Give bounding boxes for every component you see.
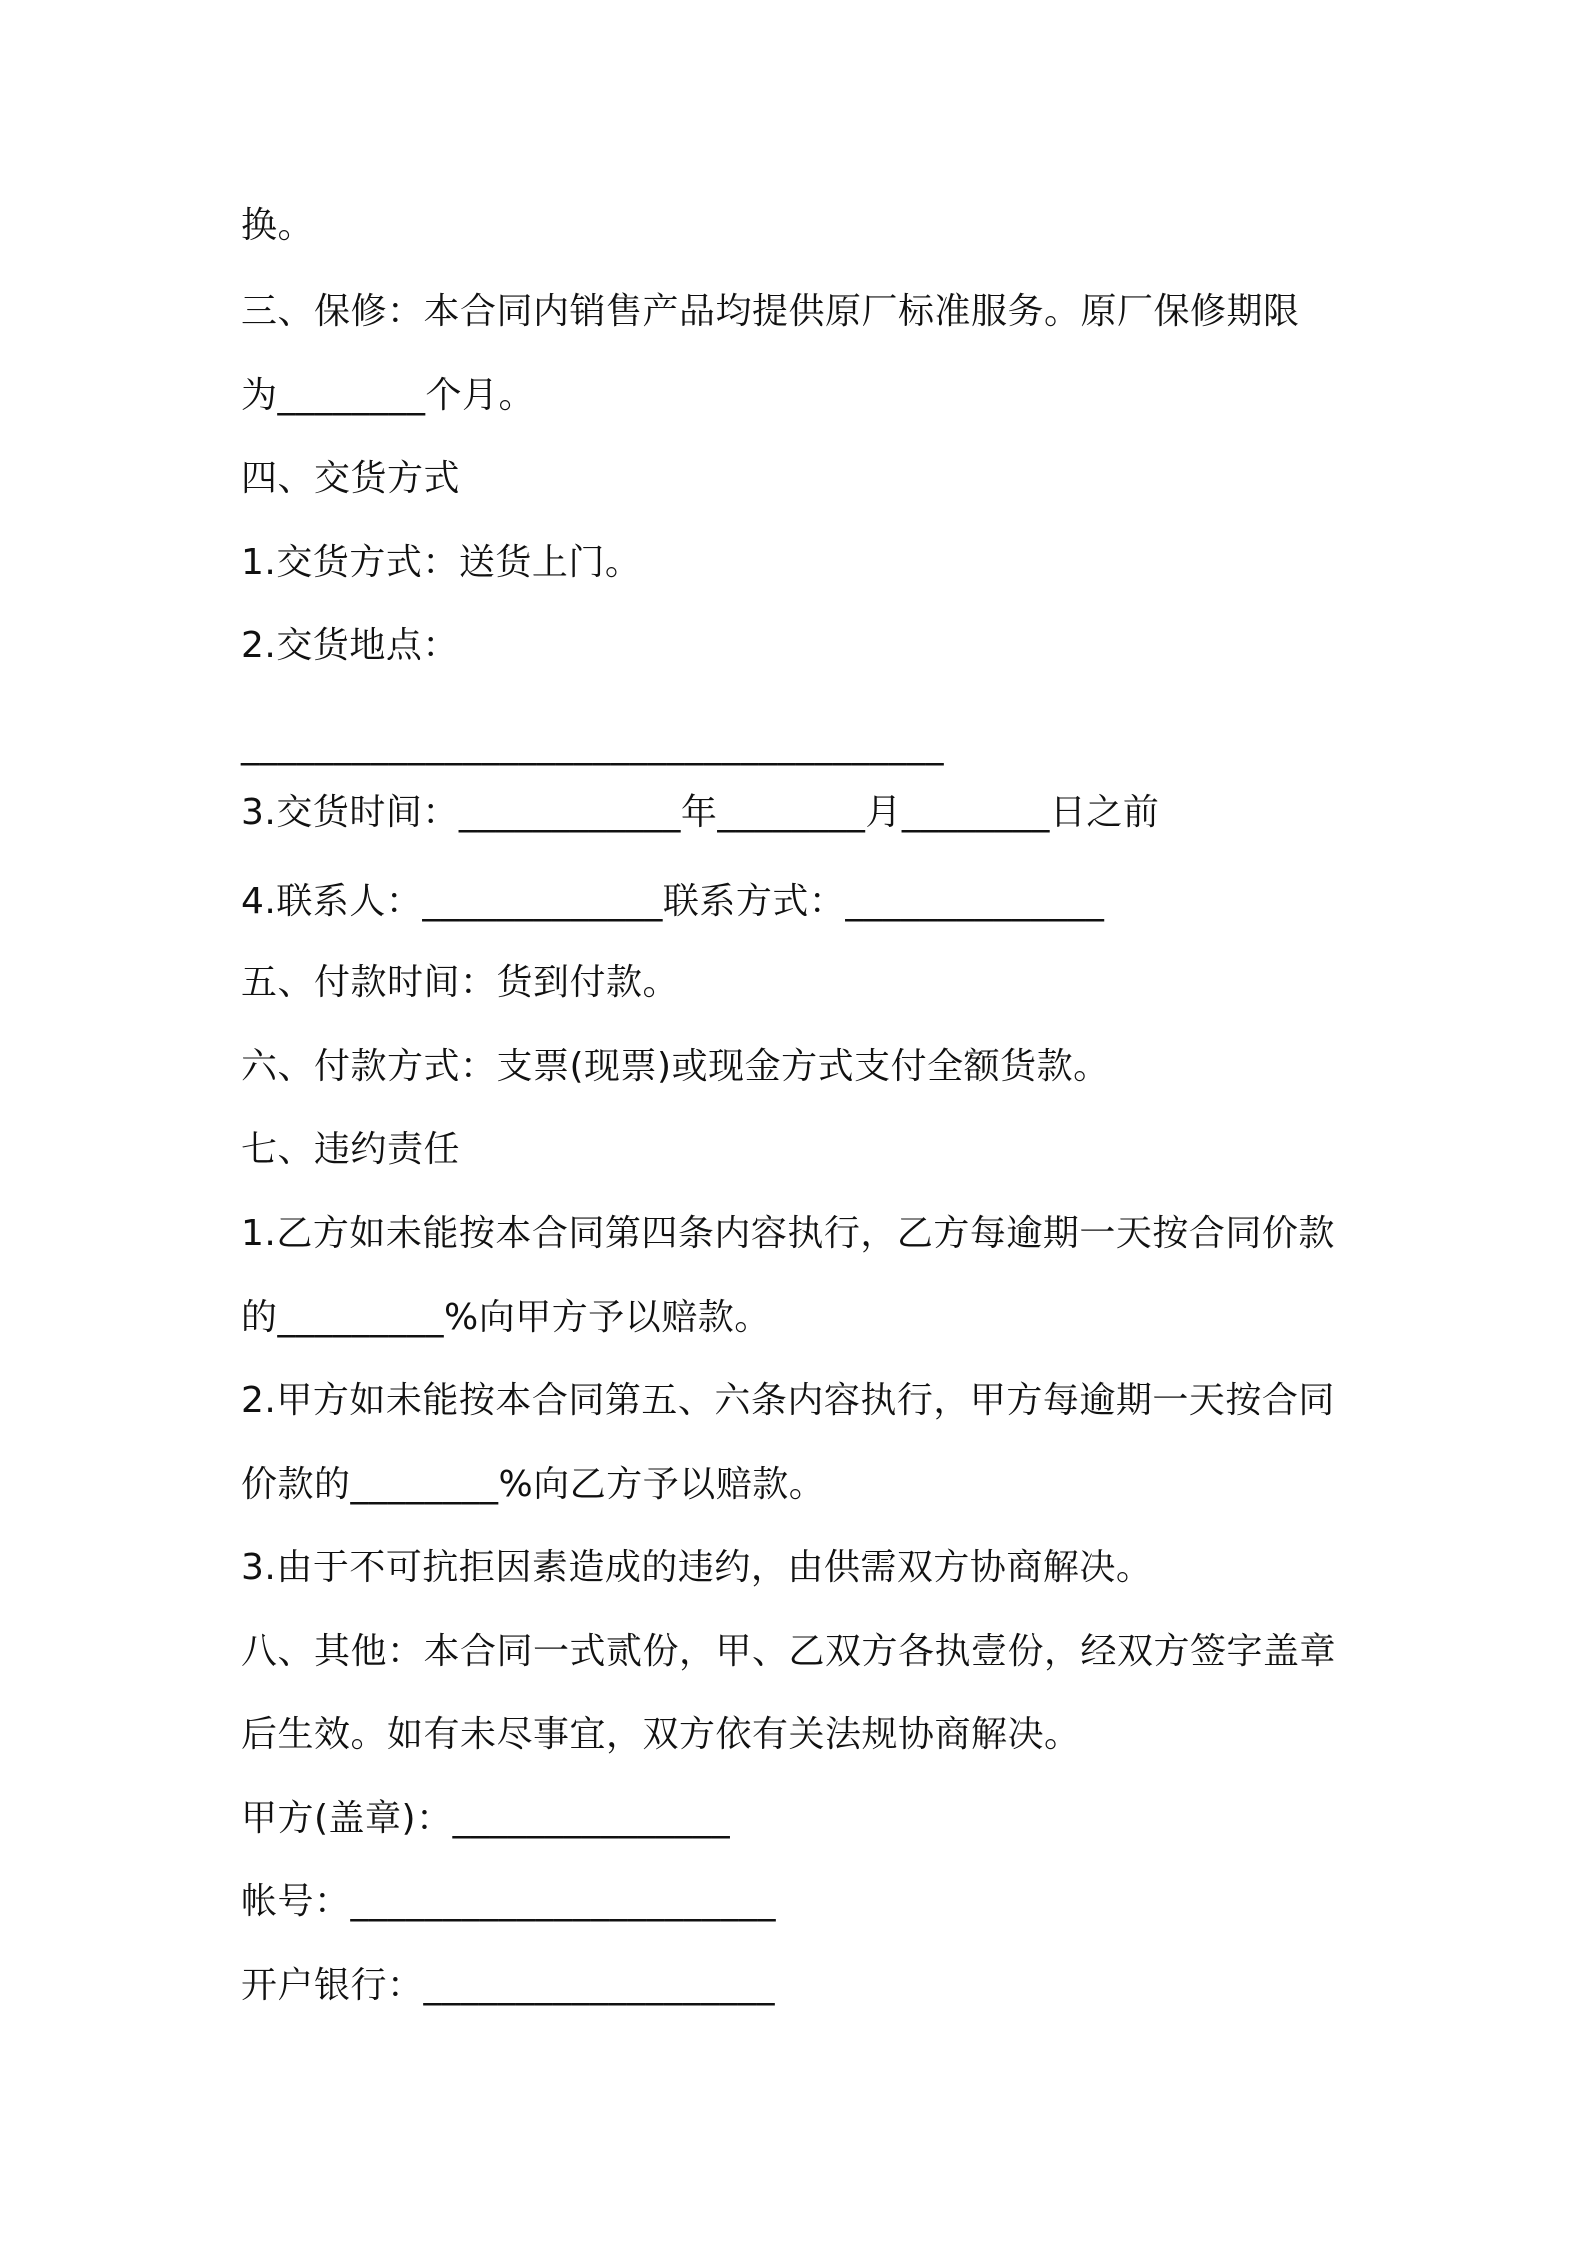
text-line: 1.乙方如未能按本合同第四条内容执行，乙方每逾期一天按合同价款: [241, 1213, 1335, 1254]
text-line: 三、保修：本合同内销售产品均提供原厂标准服务。原厂保修期限: [241, 291, 1300, 332]
text-line: 3.由于不可抗拒因素造成的违约，由供需双方协商解决。: [241, 1547, 1153, 1588]
text-line: 为________个月。: [241, 375, 536, 416]
bank-field: 开户银行：___________________: [241, 1965, 776, 2006]
section-heading: 四、交货方式: [241, 458, 461, 499]
text-line: 换。: [241, 205, 315, 246]
text-line: 2.甲方如未能按本合同第五、六条内容执行，甲方每逾期一天按合同: [241, 1380, 1335, 1421]
text-line: 八、其他：本合同一式贰份，甲、乙双方各执壹份，经双方签字盖章: [241, 1631, 1337, 1672]
blank-line: ______________________________________: [241, 725, 944, 766]
account-number-field: 帐号：_______________________: [241, 1881, 777, 1922]
text-line: 六、付款方式：支票(现票)或现金方式支付全额货款。: [241, 1046, 1110, 1087]
text-line: 后生效。如有未尽事宜，双方依有关法规协商解决。: [241, 1714, 1081, 1755]
text-line: 五、付款时间：货到付款。: [241, 962, 680, 1003]
text-line: 价款的________%向乙方予以赔款。: [241, 1464, 826, 1505]
section-heading: 七、违约责任: [241, 1129, 461, 1170]
text-line: 2.交货地点：: [241, 625, 459, 666]
signature-field-party-a: 甲方(盖章)：_______________: [241, 1798, 731, 1839]
text-line: 1.交货方式：送货上门。: [241, 542, 642, 583]
text-line: 的_________%向甲方予以赔款。: [241, 1297, 771, 1338]
text-line: 3.交货时间：____________年________月________日之前: [241, 792, 1160, 833]
text-line: 4.联系人：_____________联系方式：______________: [241, 881, 1105, 922]
